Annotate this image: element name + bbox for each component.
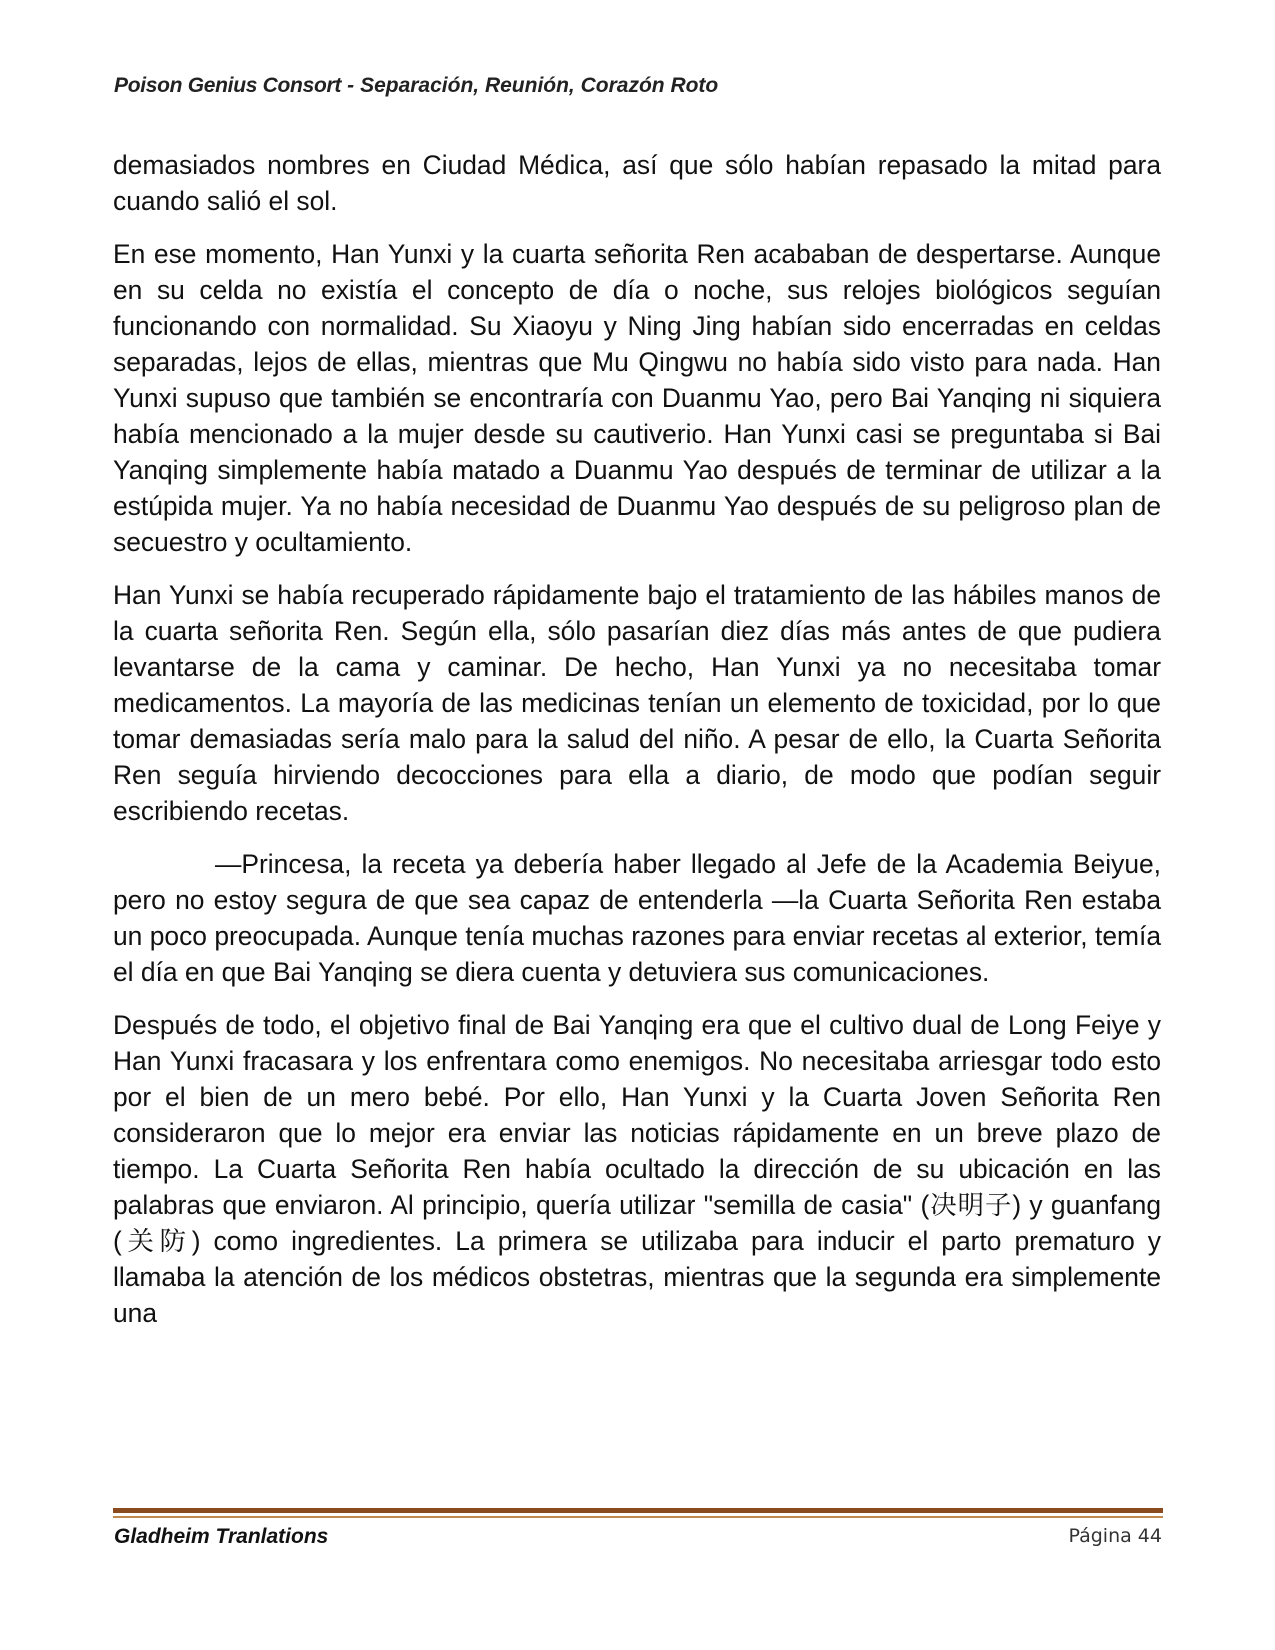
chapter-title: Separación, Reunión, Corazón Roto [360, 74, 719, 97]
paragraph: Han Yunxi se había recuperado rápidamente bajo el tratamiento de las hábiles manos de la cuarta señorita Ren. Según ella, sólo pasarían diez días más antes de que pudiera levantarse de la cama y caminar. De hecho, Han Yunxi ya no necesitaba tomar medicamentos. La mayoría de las medicinas tenían un elemento de toxicidad, por lo que tomar demasiadas sería malo para la salud del niño. A pesar de ello, la Cuarta Señorita Ren seguía hirviendo decocciones para ella a diario, de modo que podían seguir escribiendo recetas. [113, 580, 1161, 826]
book-title: Poison Genius Consort [114, 74, 342, 97]
paragraph: demasiados nombres en Ciudad Médica, así que sólo habían repasado la mitad para cuando salió el sol. [113, 150, 1161, 216]
paragraph: Después de todo, el objetivo final de Bai Yanqing era que el cultivo dual de Long Feiye y Han Yunxi fracasara y los enfrentara como enemigos. No necesitaba arriesgar todo esto por el bien de un mero bebé. Por ello, Han Yunxi y la Cuarta Joven Señorita Ren consideraron que lo mejor era enviar las noticias rápidamente en un breve plazo de tiempo. La Cuarta Señorita Ren había ocultado la dirección de su ubicación en las palabras que enviaron. Al principio, quería utilizar "semilla de casia" (决明子) y guanfang (关防) como ingredientes. La primera se utilizaba para inducir el parto prematuro y llamaba la atención de los médicos obstetras, mientras que la segunda era simplemente una [113, 1010, 1161, 1328]
footer-rule-thick [113, 1508, 1163, 1513]
body-text [113, 147, 1161, 1348]
footer-rule-thin [113, 1516, 1163, 1518]
paragraph: En ese momento, Han Yunxi y la cuarta señorita Ren acababan de despertarse. Aunque en su celda no existía el concepto de día o noche, sus relojes biológicos seguían funcionando con normalidad. Su Xiaoyu y Ning Jing habían sido encerradas en celdas separadas, lejos de ellas, mientras que Mu Qingwu no había sido visto para nada. Han Yunxi supuso que también se encontraría con Duanmu Yao, pero Bai Yanqing ni siquiera había mencionado a la mujer desde su cautiverio. Han Yunxi casi se preguntaba si Bai Yanqing simplemente había matado a Duanmu Yao después de terminar de utilizar a la estúpida mujer. Ya no había necesidad de Duanmu Yao después de su peligroso plan de secuestro y ocultamiento. [113, 239, 1161, 557]
dialogue-paragraph: —Princesa, la receta ya debería haber llegado al Jefe de la Academia Beiyue, pero no estoy segura de que sea capaz de entenderla —la Cuarta Señorita Ren estaba un poco preocupada. Aunque tenía muchas razones para enviar recetas al exterior, temía el día en que Bai Yanqing se diera cuenta y detuviera sus comunicaciones. [113, 849, 1161, 987]
header-separator: - [347, 74, 355, 97]
publisher-name: Gladheim Tranlations [114, 1525, 329, 1548]
running-header [114, 74, 718, 98]
page-number: Página 44 [1068, 1525, 1162, 1547]
